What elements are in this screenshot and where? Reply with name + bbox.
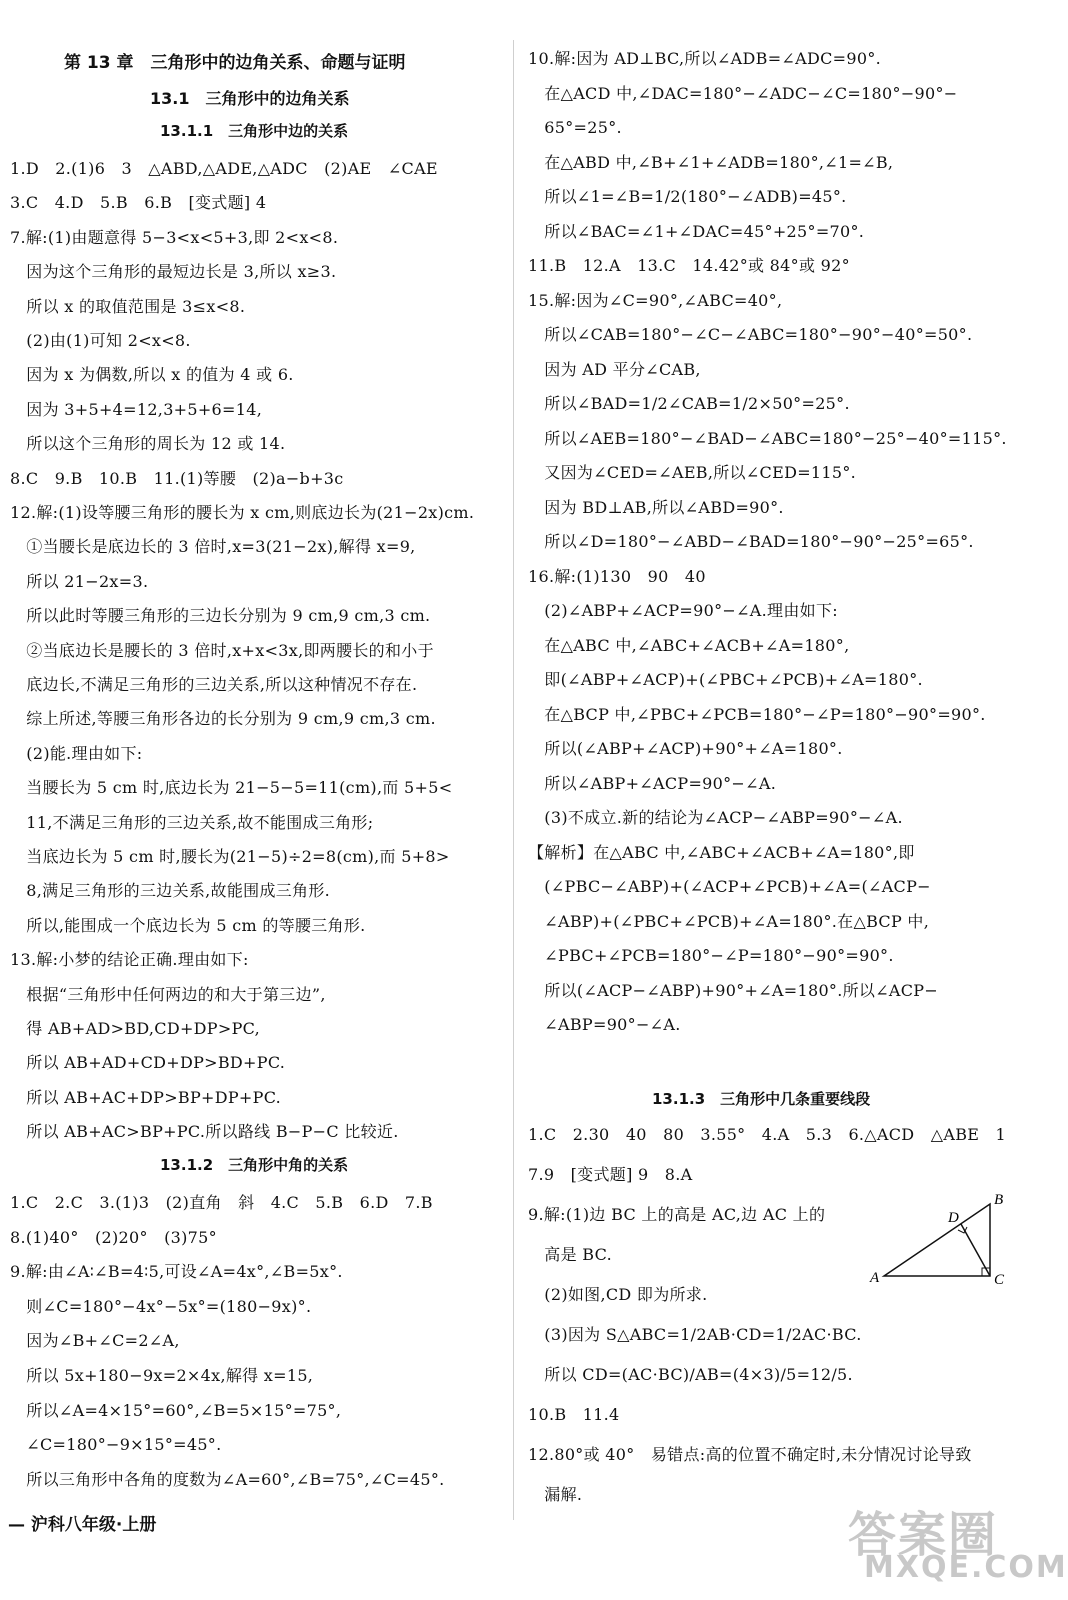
answer-line: 10.B 11.4	[528, 1405, 620, 1424]
answer-line: 高是 BC.	[528, 1245, 612, 1264]
answer-line: 在△ABD 中,∠B+∠1+∠ADB=180°,∠1=∠B,	[528, 152, 894, 172]
answer-line: 所以(∠ABP+∠ACP)+90°+∠A=180°.	[528, 739, 843, 758]
answer-line: 即(∠ABP+∠ACP)+(∠PBC+∠PCB)+∠A=180°.	[528, 670, 923, 689]
subsection-title-2: 13.1.2 三角形中角的关系	[160, 1156, 349, 1174]
answer-line: 所以这个三角形的周长为 12 或 14.	[10, 434, 286, 454]
answer-line: (3)不成立.新的结论为∠ACP−∠ABP=90°−∠A.	[528, 808, 903, 827]
answer-line: 8.(1)40° (2)20° (3)75°	[10, 1227, 217, 1247]
answer-line: 所以 AB+AD+CD+DP>BD+PC.	[10, 1053, 286, 1073]
answer-line: 10.解:因为 AD⊥BC,所以∠ADB=∠ADC=90°.	[528, 49, 881, 68]
answer-line: 则∠C=180°−4x°−5x°=(180−9x)°.	[10, 1296, 312, 1316]
answer-line: (∠PBC−∠ABP)+(∠ACP+∠PCB)+∠A=(∠ACP−	[528, 877, 931, 896]
answer-line: (2)由(1)可知 2<x<8.	[10, 331, 191, 350]
page-footer: — 沪科八年级·上册	[8, 1515, 157, 1535]
answer-line: 8.C 9.B 10.B 11.(1)等腰 (2)a−b+3c	[10, 468, 344, 488]
answer-line: 当腰长为 5 cm 时,底边长为 21−5−5=11(cm),而 5+5<	[10, 778, 453, 798]
answer-line: ∠PBC+∠PCB=180°−∠P=180°−90°=90°.	[528, 946, 894, 965]
answer-line: 所以 x 的取值范围是 3≤x<8.	[10, 296, 246, 316]
answer-line: 所以 CD=(AC·BC)/AB=(4×3)/5=12/5.	[528, 1365, 853, 1384]
label-c: C	[994, 1272, 1005, 1288]
answer-line: 7.解:(1)由题意得 5−3<x<5+3,即 2<x<8.	[10, 227, 339, 247]
answer-line: 13.解:小梦的结论正确.理由如下:	[10, 950, 249, 970]
answer-line: 所以三角形中各角的度数为∠A=60°,∠B=75°,∠C=45°.	[10, 1469, 445, 1489]
answer-line: 1.C 2.30 40 80 3.55° 4.A 5.3 6.△ACD △ABE 1	[528, 1125, 1007, 1144]
answer-line: 15.解:因为∠C=90°,∠ABC=40°,	[528, 290, 783, 310]
answer-line: 在△ACD 中,∠DAC=180°−∠ADC−∠C=180°−90°−	[528, 83, 958, 103]
answer-line: 9.解:由∠A∶∠B=4∶5,可设∠A=4x°,∠B=5x°.	[10, 1262, 343, 1282]
chapter-title: 第 13 章 三角形中的边角关系、命题与证明	[64, 53, 406, 73]
answer-line: 当底边长为 5 cm 时,腰长为(21−5)÷2=8(cm),而 5+8>	[10, 847, 450, 866]
answer-line: 在△ABC 中,∠ABC+∠ACB+∠A=180°,	[528, 635, 850, 655]
answer-line: 65°=25°.	[528, 118, 622, 137]
answer-line: 12.80°或 40° 易错点:高的位置不确定时,未分情况讨论导致	[528, 1445, 972, 1464]
answer-line: 11,不满足三角形的三边关系,故不能围成三角形;	[10, 812, 374, 832]
answer-line: ①当腰长是底边长的 3 倍时,x=3(21−2x),解得 x=9,	[10, 537, 416, 557]
answer-line: 因为∠B+∠C=2∠A,	[10, 1331, 180, 1351]
answer-line: 底边长,不满足三角形的三边关系,所以这种情况不存在.	[10, 675, 418, 694]
section-title: 13.1 三角形中的边角关系	[150, 89, 350, 108]
answer-line: 16.解:(1)130 90 40	[528, 566, 706, 586]
answer-line: 所以∠AEB=180°−∠BAD−∠ABC=180°−25°−40°=115°.	[528, 428, 1007, 448]
answer-line: ②当底边长是腰长的 3 倍时,x+x<3x,即两腰长的和小于	[10, 640, 434, 660]
answer-line: ∠ABP=90°−∠A.	[528, 1015, 681, 1034]
triangle-figure	[866, 1190, 1016, 1290]
answer-line: 得 AB+AD>BD,CD+DP>PC,	[10, 1019, 260, 1038]
answer-line: 11.B 12.A 13.C 14.42°或 84°或 92°	[528, 256, 850, 275]
answer-line: ∠ABP)+(∠PBC+∠PCB)+∠A=180°.在△BCP 中,	[528, 911, 930, 931]
answer-line: 在△BCP 中,∠PBC+∠PCB=180°−∠P=180°−90°=90°.	[528, 704, 986, 724]
answer-line: (3)因为 S△ABC=1/2AB·CD=1/2AC·BC.	[528, 1325, 862, 1344]
answer-line: 1.C 2.C 3.(1)3 (2)直角 斜 4.C 5.B 6.D 7.B	[10, 1193, 433, 1212]
answer-line: 因为 x 为偶数,所以 x 的值为 4 或 6.	[10, 365, 294, 385]
answer-line: 所以 5x+180−9x=2×4x,解得 x=15,	[10, 1366, 314, 1385]
answer-line: 因为 BD⊥AB,所以∠ABD=90°.	[528, 497, 784, 517]
triangle-diagram	[866, 1190, 1016, 1290]
label-a: A	[870, 1270, 880, 1286]
answer-line: 所以∠A=4×15°=60°,∠B=5×15°=75°,	[10, 1400, 342, 1420]
watermark-main: 答案圈	[848, 1507, 999, 1563]
answer-line: (2)如图,CD 即为所求.	[528, 1285, 708, 1304]
answer-line: 又因为∠CED=∠AEB,所以∠CED=115°.	[528, 463, 857, 482]
answer-line: 所以∠ABP+∠ACP=90°−∠A.	[528, 773, 777, 793]
watermark-sub: MXQE.COM	[864, 1550, 1068, 1585]
answer-line: 所以,能围成一个底边长为 5 cm 的等腰三角形.	[10, 915, 366, 935]
answer-line: 所以此时等腰三角形的三边长分别为 9 cm,9 cm,3 cm.	[10, 606, 431, 626]
triangle-abc	[884, 1204, 990, 1276]
answer-line: 【解析】在△ABC 中,∠ABC+∠ACB+∠A=180°,即	[528, 842, 915, 862]
answer-line: 所以 AB+AC+DP>BP+DP+PC.	[10, 1087, 282, 1107]
label-b: B	[994, 1192, 1004, 1208]
answer-line: 3.C 4.D 5.B 6.B [变式题] 4	[10, 193, 267, 213]
answer-line: 根据“三角形中任何两边的和大于第三边”,	[10, 984, 326, 1004]
answer-line: 因为这个三角形的最短边长是 3,所以 x≥3.	[10, 262, 337, 282]
answer-line: 综上所述,等腰三角形各边的长分别为 9 cm,9 cm,3 cm.	[10, 709, 436, 729]
answer-line: 所以(∠ACP−∠ABP)+90°+∠A=180°.所以∠ACP−	[528, 980, 939, 1000]
subsection-title-3: 13.1.3 三角形中几条重要线段	[652, 1090, 871, 1108]
column-divider	[513, 40, 514, 1520]
answer-line: 所以∠1=∠B=1/2(180°−∠ADB)=45°.	[528, 187, 847, 206]
answer-line: 所以∠D=180°−∠ABD−∠BAD=180°−90°−25°=65°.	[528, 532, 974, 551]
subsection-title-1: 13.1.1 三角形中边的关系	[160, 122, 349, 140]
watermark-logo	[838, 1496, 1068, 1592]
answer-line: 因为 3+5+4=12,3+5+6=14,	[10, 399, 263, 419]
answer-line: 所以∠BAD=1/2∠CAB=1/2×50°=25°.	[528, 394, 850, 413]
answer-line: 9.解:(1)边 BC 上的高是 AC,边 AC 上的	[528, 1205, 826, 1224]
answer-line: ∠C=180°−9×15°=45°.	[10, 1435, 222, 1455]
answer-line: 所以∠BAC=∠1+∠DAC=45°+25°=70°.	[528, 221, 865, 241]
answer-line: 7.9 [变式题] 9 8.A	[528, 1165, 693, 1184]
answer-line: 所以 21−2x=3.	[10, 571, 149, 591]
answer-line: 8,满足三角形的三边关系,故能围成三角形.	[10, 881, 331, 901]
answer-line: (2)能.理由如下:	[10, 743, 143, 763]
answer-line: 所以∠CAB=180°−∠C−∠ABC=180°−90°−40°=50°.	[528, 325, 973, 344]
answer-line: 漏解.	[528, 1485, 583, 1504]
answer-line: 所以 AB+AC>BP+PC.所以路线 B−P−C 比较近.	[10, 1122, 399, 1142]
answer-line: 1.D 2.(1)6 3 △ABD,△ADE,△ADC (2)AE ∠CAE	[10, 159, 438, 178]
answer-line: 12.解:(1)设等腰三角形的腰长为 x cm,则底边长为(21−2x)cm.	[10, 503, 475, 522]
answer-line: 因为 AD 平分∠CAB,	[528, 359, 701, 379]
label-d: D	[948, 1210, 959, 1226]
answer-line: (2)∠ABP+∠ACP=90°−∠A.理由如下:	[528, 601, 838, 620]
